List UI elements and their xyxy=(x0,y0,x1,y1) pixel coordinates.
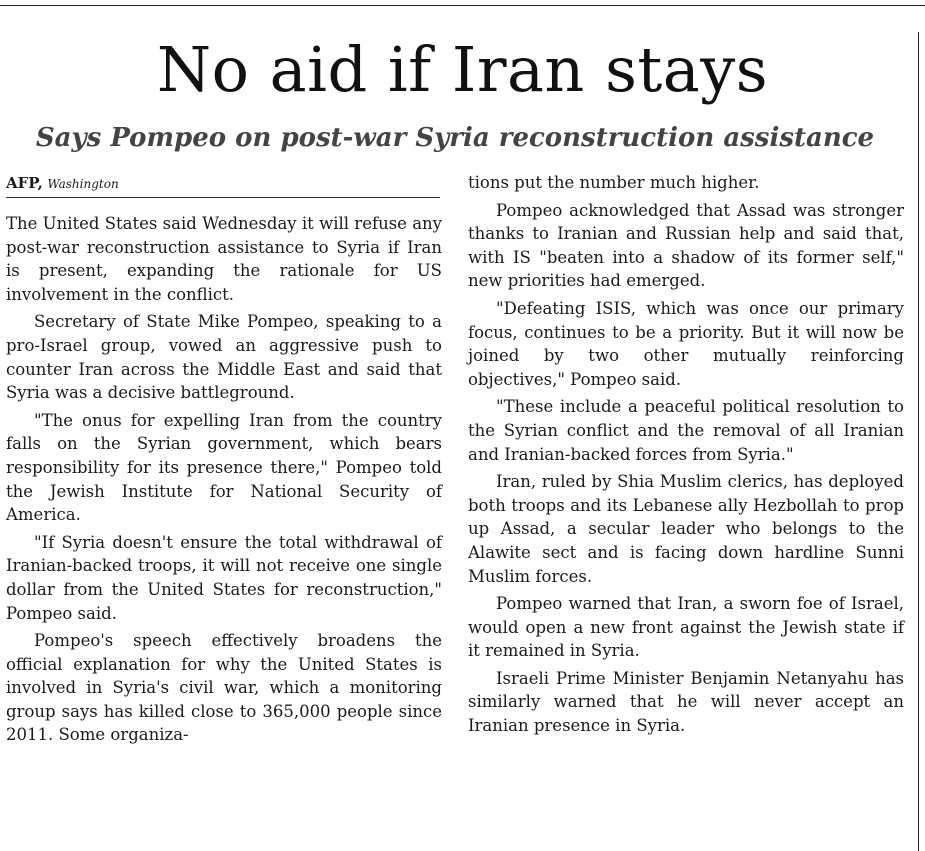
article-column-left xyxy=(6,212,442,751)
paragraph: Pompeo's speech effectively broadens the official explanation for why the United States is involved in Syria's civil war, which a monitoring group says has killed close to 365,000 people since 2011. Some organiza- xyxy=(6,631,442,745)
byline-place: Washington xyxy=(47,177,119,191)
paragraph: Pompeo acknowledged that Assad was stronger thanks to Iranian and Russian help and said that, with IS "beaten into a shadow of its former self," new priorities had emerged. xyxy=(468,200,904,291)
paragraph: Israeli Prime Minister Benjamin Netanyahu has similarly warned that he will never accept an Iranian presence in Syria. xyxy=(468,668,904,736)
paragraph: Secretary of State Mike Pompeo, speaking to a pro-Israel group, vowed an aggressive push to counter Iran across the Middle East and said that Syria was a decisive battleground. xyxy=(6,312,442,403)
paragraph: "The onus for expelling Iran from the country falls on the Syrian government, which bears responsibility for its presence there," Pompeo told the Jewish Institute for National Security of America. xyxy=(6,410,442,525)
paragraph: "If Syria doesn't ensure the total withdrawal of Iranian-backed troops, it will not receive one single dollar from the United States for reconstruction," Pompeo said. xyxy=(6,532,442,623)
byline-rule xyxy=(6,197,440,198)
article-column-right xyxy=(468,171,904,742)
byline xyxy=(6,172,440,194)
paragraph: The United States said Wednesday it will refuse any post-war reconstruction assistance to Syria if Iran is present, expanding the rationale for US involvement in the conflict. xyxy=(6,214,442,304)
paragraph: "Defeating ISIS, which was once our primary focus, continues to be a priority. But it will now be joined by two other mutually reinforcing objectives," Pompeo said. xyxy=(468,298,904,389)
headline: No aid if Iran stays xyxy=(156,33,769,106)
subheadline: Says Pompeo on post-war Syria reconstruction assistance xyxy=(35,123,875,153)
paragraph: Pompeo warned that Iran, a sworn foe of Israel, would open a new front against the Jewish state if it remained in Syria. xyxy=(468,594,904,661)
byline-agency: AFP, xyxy=(6,174,43,192)
column-rule-right xyxy=(918,32,919,851)
paragraph: tions put the number much higher. xyxy=(468,173,760,192)
paragraph: Iran, ruled by Shia Muslim clerics, has deployed both troops and its Lebanese ally Hezbollah to prop up Assad, a secular leader who belongs to the Alawite sect and is facing down hardline Sunni Muslim forces. xyxy=(468,472,904,586)
paragraph: "These include a peaceful political resolution to the Syrian conflict and the removal of all Iranian and Iranian-backed forces from Syria." xyxy=(468,397,904,464)
top-rule xyxy=(0,5,925,6)
